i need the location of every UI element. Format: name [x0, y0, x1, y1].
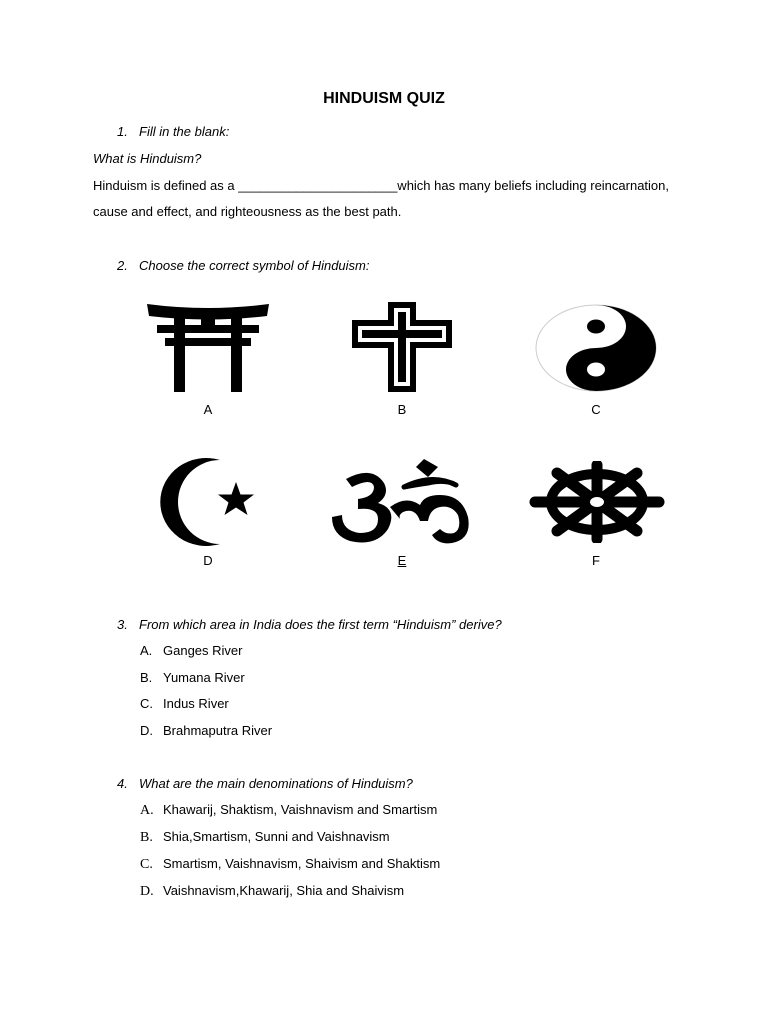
question-number: 2. — [117, 258, 128, 273]
question-1-line-2: cause and effect, and righteousness as the best path. — [93, 204, 402, 219]
list-item — [140, 883, 404, 900]
yin-yang-icon — [534, 303, 658, 393]
question-prompt: Choose the correct symbol of Hinduism: — [139, 258, 370, 273]
option-letter: C. — [140, 696, 153, 711]
dharma-wheel-icon — [529, 461, 665, 543]
crescent-star-icon — [158, 456, 262, 548]
list-item — [140, 670, 245, 685]
question-prompt: From which area in India does the first term “Hinduism” derive? — [139, 617, 502, 632]
option-letter: A. — [140, 643, 153, 658]
option-letter: D. — [140, 884, 154, 899]
list-item — [140, 802, 437, 819]
option-letter: D. — [140, 723, 153, 738]
list-item — [140, 696, 229, 711]
question-number: 3. — [117, 617, 128, 632]
question-1-header — [117, 124, 229, 139]
option-letter: C. — [140, 857, 153, 872]
list-item — [140, 643, 242, 658]
question-1-subheading: What is Hinduism? — [93, 151, 202, 166]
option-text: Vaishnavism,Khawarij, Shia and Shaivism — [163, 883, 405, 898]
option-text: Yumana River — [163, 670, 245, 685]
list-item — [140, 829, 390, 846]
question-prompt: Fill in the blank: — [139, 124, 230, 139]
question-4-header — [117, 776, 413, 791]
question-2-header — [117, 258, 369, 273]
om-icon — [328, 455, 478, 547]
question-1-line-1: Hinduism is defined as a ______________________which has many beliefs including reincarnation, — [93, 178, 670, 193]
option-letter: B. — [140, 670, 153, 685]
option-text: Smartism, Vaishnavism, Shaivism and Shaktism — [163, 856, 441, 871]
option-letter: B. — [140, 830, 153, 845]
page-title: HINDUISM QUIZ — [323, 90, 445, 107]
option-text: Ganges River — [163, 643, 243, 658]
question-number: 1. — [117, 124, 128, 139]
list-item — [140, 856, 440, 873]
symbol-label-d: D — [203, 553, 213, 568]
question-prompt: What are the main denominations of Hinduism? — [139, 776, 413, 791]
cross-icon — [350, 300, 456, 394]
option-text: Khawarij, Shaktism, Vaishnavism and Smartism — [163, 802, 438, 817]
symbol-label-a: A — [203, 402, 213, 417]
option-letter: A. — [140, 803, 154, 818]
torii-gate-icon — [143, 298, 273, 394]
symbol-label-b: B — [397, 402, 407, 417]
symbol-label-c: C — [591, 402, 601, 417]
list-item — [140, 723, 272, 738]
question-number: 4. — [117, 776, 128, 791]
question-3-header — [117, 617, 502, 632]
symbol-label-f: F — [592, 553, 600, 568]
option-text: Indus River — [163, 696, 229, 711]
symbol-label-e: E — [397, 553, 407, 568]
option-text: Brahmaputra River — [163, 723, 273, 738]
option-text: Shia,Smartism, Sunni and Vaishnavism — [163, 829, 390, 844]
